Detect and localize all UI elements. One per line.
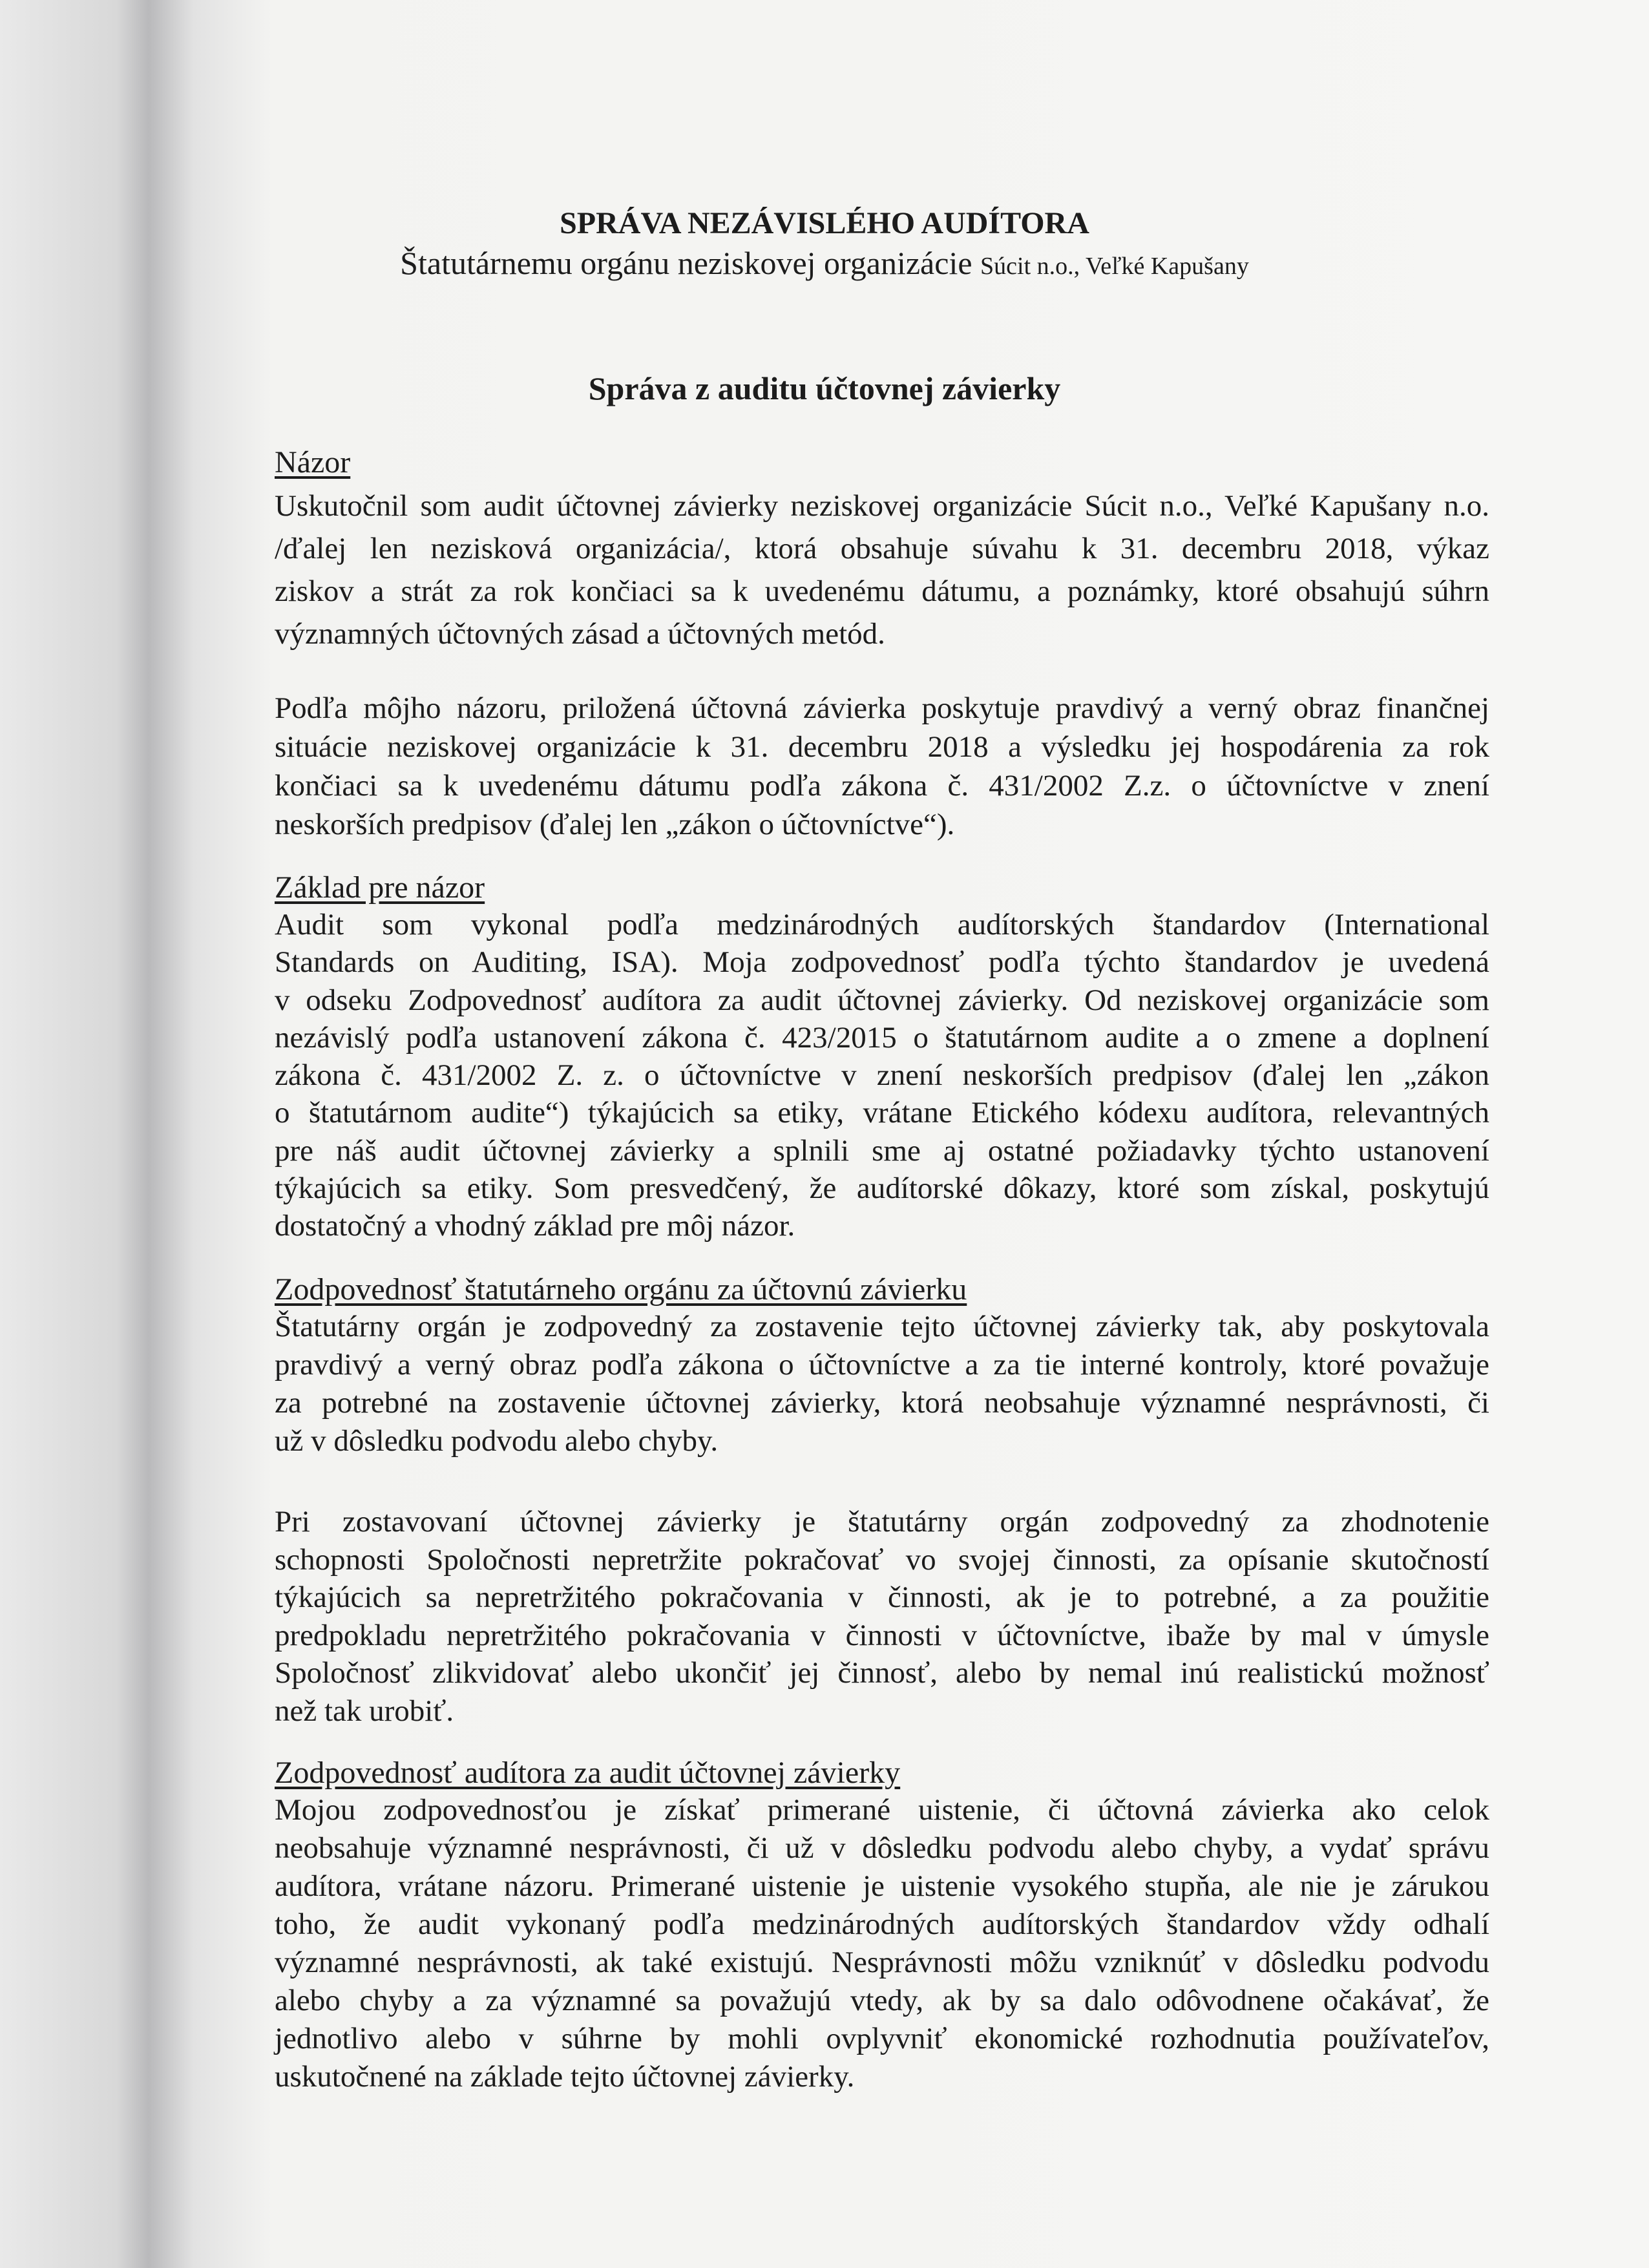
paragraph — [275, 1503, 1489, 1730]
paragraph-line: Audit som vykonal podľa medzinárodných audítorských štandardov (International — [275, 908, 1489, 941]
paragraph-line: už v dôsledku podvodu alebo chyby. — [275, 1424, 719, 1458]
paragraph-line: uskutočnené na základe tejto účtovnej závierky. — [275, 2060, 855, 2094]
addressee-prefix: Štatutárnemu orgánu neziskovej organizácie — [400, 245, 972, 281]
paragraph-line: ziskov a strát za rok končiaci sa k uvedenému dátumu, a poznámky, ktoré obsahujú súhrn — [275, 574, 1489, 608]
heading-zodpovednost-statutarneho-organu: Zodpovednosť štatutárneho orgánu za účtovnú závierku — [275, 1272, 967, 1307]
addressee-org: Súcit n.o., Veľké Kapušany — [980, 253, 1249, 280]
paragraph-line: alebo chyby a za významné sa považujú vtedy, ak by sa dalo odôvodnene očakávať, že — [275, 1984, 1489, 2017]
paragraph-line: dostatočný a vhodný základ pre môj názor. — [275, 1209, 795, 1243]
paragraph-line: o štatutárnom audite“) týkajúcich sa etiky, vrátane Etického kódexu audítora, relevantných — [275, 1096, 1489, 1130]
paragraph-line: predpokladu nepretržitého pokračovania v činnosti v účtovníctve, ibaže by mal v úmysle — [275, 1618, 1489, 1652]
paragraph-line: neobsahuje významné nesprávnosti, či už v dôsledku podvodu alebo chyby, a vydať správu — [275, 1831, 1489, 1865]
report-addressee — [0, 244, 1649, 282]
paragraph-line: významných účtovných zásad a účtovných metód. — [275, 617, 885, 651]
report-title: SPRÁVA NEZÁVISLÉHO AUDÍTORA — [560, 206, 1089, 240]
paragraph-line: Pri zostavovaní účtovnej závierky je štatutárny orgán zodpovedný za zhodnotenie — [275, 1505, 1489, 1538]
paragraph-line: končiaci sa k uvedenému dátumu podľa zákona č. 431/2002 Z.z. o účtovníctve v znení — [275, 769, 1489, 803]
paragraph — [275, 906, 1489, 1245]
paragraph-line: /ďalej len nezisková organizácia/, ktorá obsahuje súvahu k 31. decembru 2018, výkaz — [275, 532, 1489, 565]
paragraph-line: pravdivý a verný obraz podľa zákona o účtovníctve a za tie interné kontroly, ktoré považuje — [275, 1348, 1489, 1381]
paragraph-line: Podľa môjho názoru, priložená účtovná závierka poskytuje pravdivý a verný obraz finančnej — [275, 691, 1489, 725]
heading-zodpovednost-auditora: Zodpovednosť audítora za audit účtovnej závierky — [275, 1756, 901, 1790]
paragraph-line: za potrebné na zostavenie účtovnej závierky, ktorá neobsahuje významné nesprávnosti, či — [275, 1386, 1489, 1420]
paragraph-line: Mojou zodpovednosťou je získať primerané uistenie, či účtovná závierka ako celok — [275, 1793, 1489, 1827]
paragraph-line: Spoločnosť zlikvidovať alebo ukončiť jej činnosť, alebo by nemal inú realistickú možnosť — [275, 1656, 1489, 1690]
paragraph-line: situácie neziskovej organizácie k 31. decembru 2018 a výsledku jej hospodárenia za rok — [275, 730, 1489, 764]
paragraph-line: neskorších predpisov (ďalej len „zákon o účtovníctve“). — [275, 808, 955, 841]
paragraph — [275, 1791, 1489, 2096]
paragraph-line: schopnosti Spoločnosti nepretržite pokračovať vo svojej činnosti, za opísanie skutočností — [275, 1542, 1489, 1577]
paragraph-line: nezávislý podľa ustanovení zákona č. 423/2015 o štatutárnom audite a o zmene a doplnení — [275, 1020, 1489, 1055]
paragraph-line: Štatutárny orgán je zodpovedný za zostavenie tejto účtovnej závierky tak, aby poskytovala — [275, 1310, 1489, 1343]
heading-zaklad-pre-nazor: Základ pre názor — [275, 870, 485, 905]
paragraph-line: audítora, vrátane názoru. Primerané uistenie je uistenie vysokého stupňa, ale nie je zárukou — [275, 1869, 1489, 1903]
paragraph — [275, 485, 1489, 655]
paragraph-line: týkajúcich sa nepretržitého pokračovania v činnosti, ak je to potrebné, a za použitie — [275, 1580, 1489, 1614]
paragraph-line: významné nesprávnosti, ak také existujú. Nesprávnosti môžu vzniknúť v dôsledku podvodu — [275, 1946, 1489, 1979]
paragraph-line: zákona č. 431/2002 Z. z. o účtovníctve v znení neskorších predpisov (ďalej len „zákon — [275, 1058, 1489, 1093]
paragraph-line: v odseku Zodpovednosť audítora za audit účtovnej závierky. Od neziskovej organizácie som — [275, 983, 1489, 1017]
paragraph-line: Uskutočnil som audit účtovnej závierky neziskovej organizácie Súcit n.o., Veľké Kapušany n.o. — [275, 489, 1489, 523]
paragraph — [275, 1308, 1489, 1460]
paragraph — [275, 689, 1489, 844]
paragraph-line: než tak urobiť. — [275, 1694, 454, 1728]
section-title: Správa z auditu účtovnej závierky — [588, 370, 1061, 406]
paragraph-line: jednotlivo alebo v súhrne by mohli ovplyvniť ekonomické rozhodnutia používateľov, — [275, 2022, 1489, 2055]
paragraph-line: pre náš audit účtovnej závierky a splnili sme aj ostatné požiadavky týchto ustanovení — [275, 1133, 1489, 1168]
paragraph-line: toho, že audit vykonaný podľa medzinárodných audítorských štandardov vždy odhalí — [275, 1907, 1489, 1941]
heading-nazor: Názor — [275, 445, 351, 479]
paragraph-line: týkajúcich sa etiky. Som presvedčený, že audítorské dôkazy, ktoré som získal, poskytujú — [275, 1171, 1489, 1206]
paragraph-line: Standards on Auditing, ISA). Moja zodpovednosť podľa týchto štandardov je uvedená — [275, 945, 1489, 980]
